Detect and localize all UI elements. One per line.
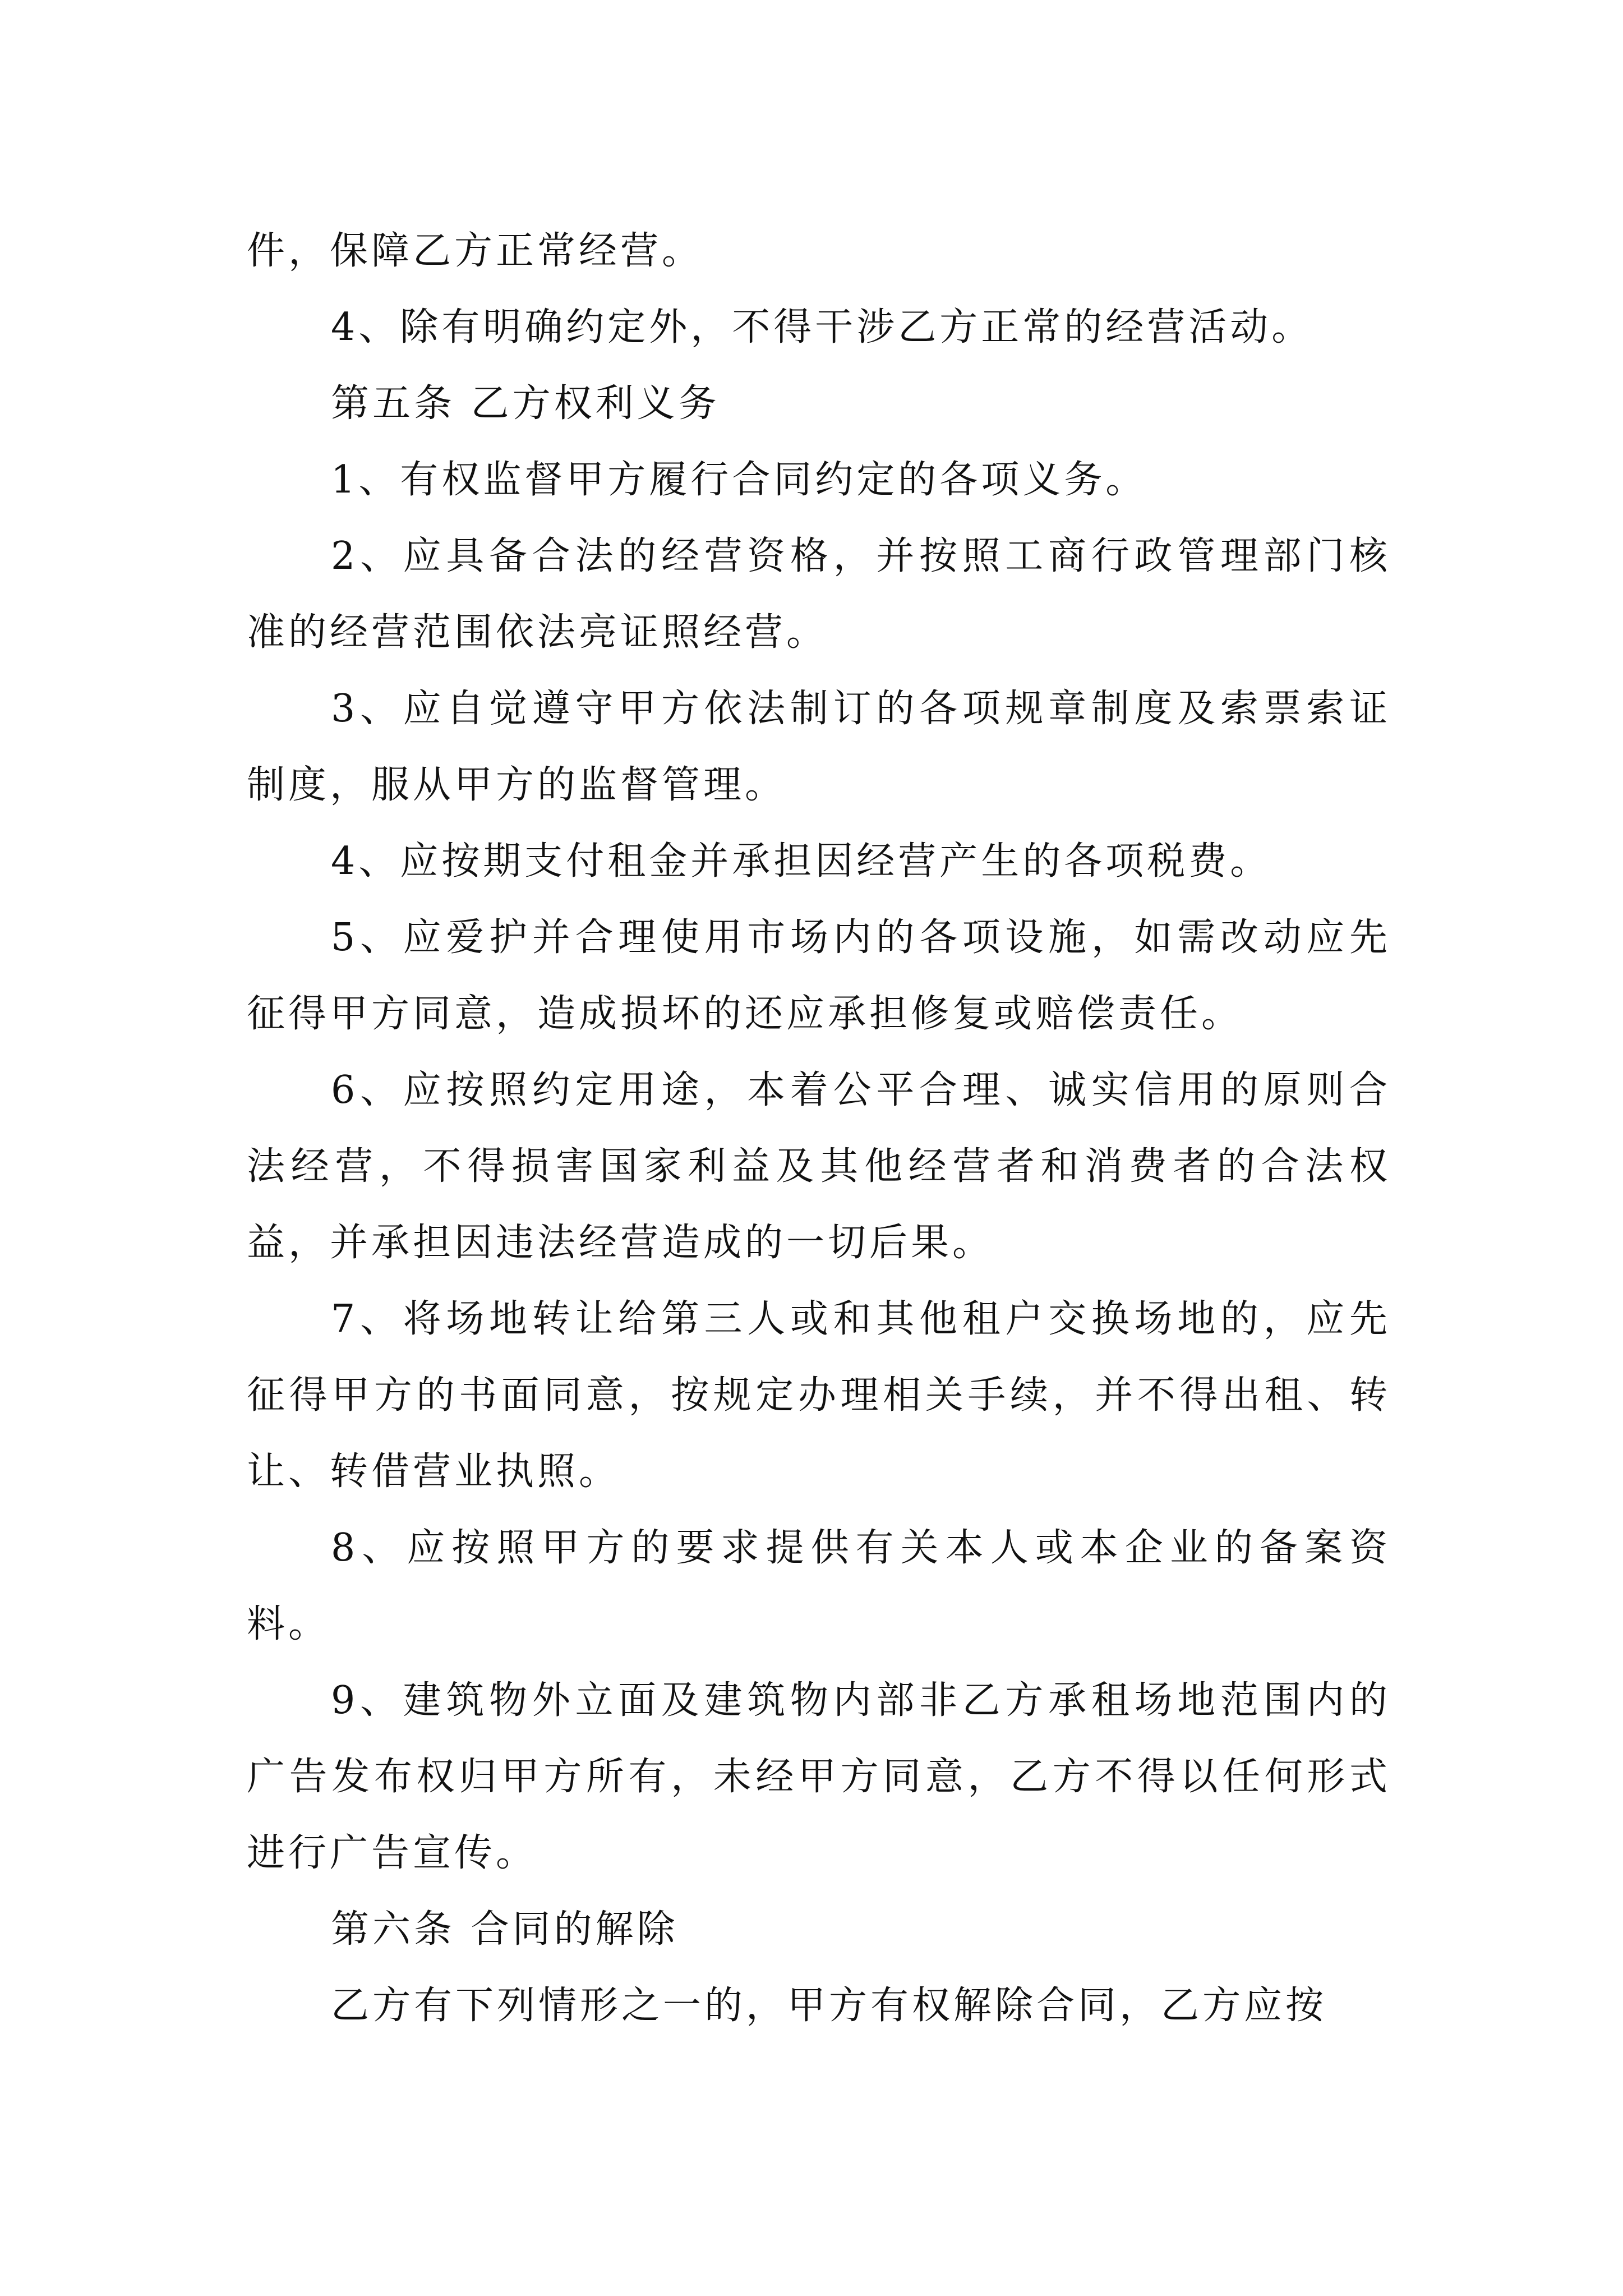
document-page [247, 213, 1391, 2044]
paragraph-item-6: 6、应按照约定用途，本着公平合理、诚实信用的原则合法经营，不得损害国家利益及其他经营者和消费者的合法权益，并承担因违法经营造成的一切后果。 [247, 1068, 1391, 1265]
paragraph-item-2: 2、应具备合法的经营资格，并按照工商行政管理部门核准的经营范围依法亮证照经营。 [247, 534, 1391, 655]
paragraph-item-7: 7、将场地转让给第三人或和其他租户交换场地的，应先征得甲方的书面同意，按规定办理相关手续，并不得出租、转让、转借营业执照。 [247, 1297, 1391, 1494]
paragraph-item-9: 9、建筑物外立面及建筑物内部非乙方承租场地范围内的广告发布权归甲方所有，未经甲方同意，乙方不得以任何形式进行广告宣传。 [247, 1678, 1391, 1875]
paragraph-item-4: 4、除有明确约定外，不得干涉乙方正常的经营活动。 [331, 305, 1313, 349]
paragraph-item-5: 5、应爱护并合理使用市场内的各项设施，如需改动应先征得甲方同意，造成损坏的还应承担修复或赔偿责任。 [247, 915, 1391, 1036]
paragraph-continuation: 件，保障乙方正常经营。 [247, 229, 704, 273]
paragraph-termination-intro: 乙方有下列情形之一的，甲方有权解除合同，乙方应按 [331, 1984, 1327, 2028]
paragraph-item-1: 1、有权监督甲方履行合同约定的各项义务。 [331, 458, 1147, 502]
paragraph-item-3: 3、应自觉遵守甲方依法制订的各项规章制度及索票索证制度，服从甲方的监督管理。 [247, 687, 1391, 807]
paragraph-item-8: 8、应按照甲方的要求提供有关本人或本企业的备案资料。 [247, 1526, 1391, 1646]
section-heading-article-5: 第五条 乙方权利义务 [331, 381, 720, 426]
paragraph-item-4b: 4、应按期支付租金并承担因经营产生的各项税费。 [331, 839, 1272, 884]
section-heading-article-6: 第六条 合同的解除 [331, 1907, 679, 1952]
